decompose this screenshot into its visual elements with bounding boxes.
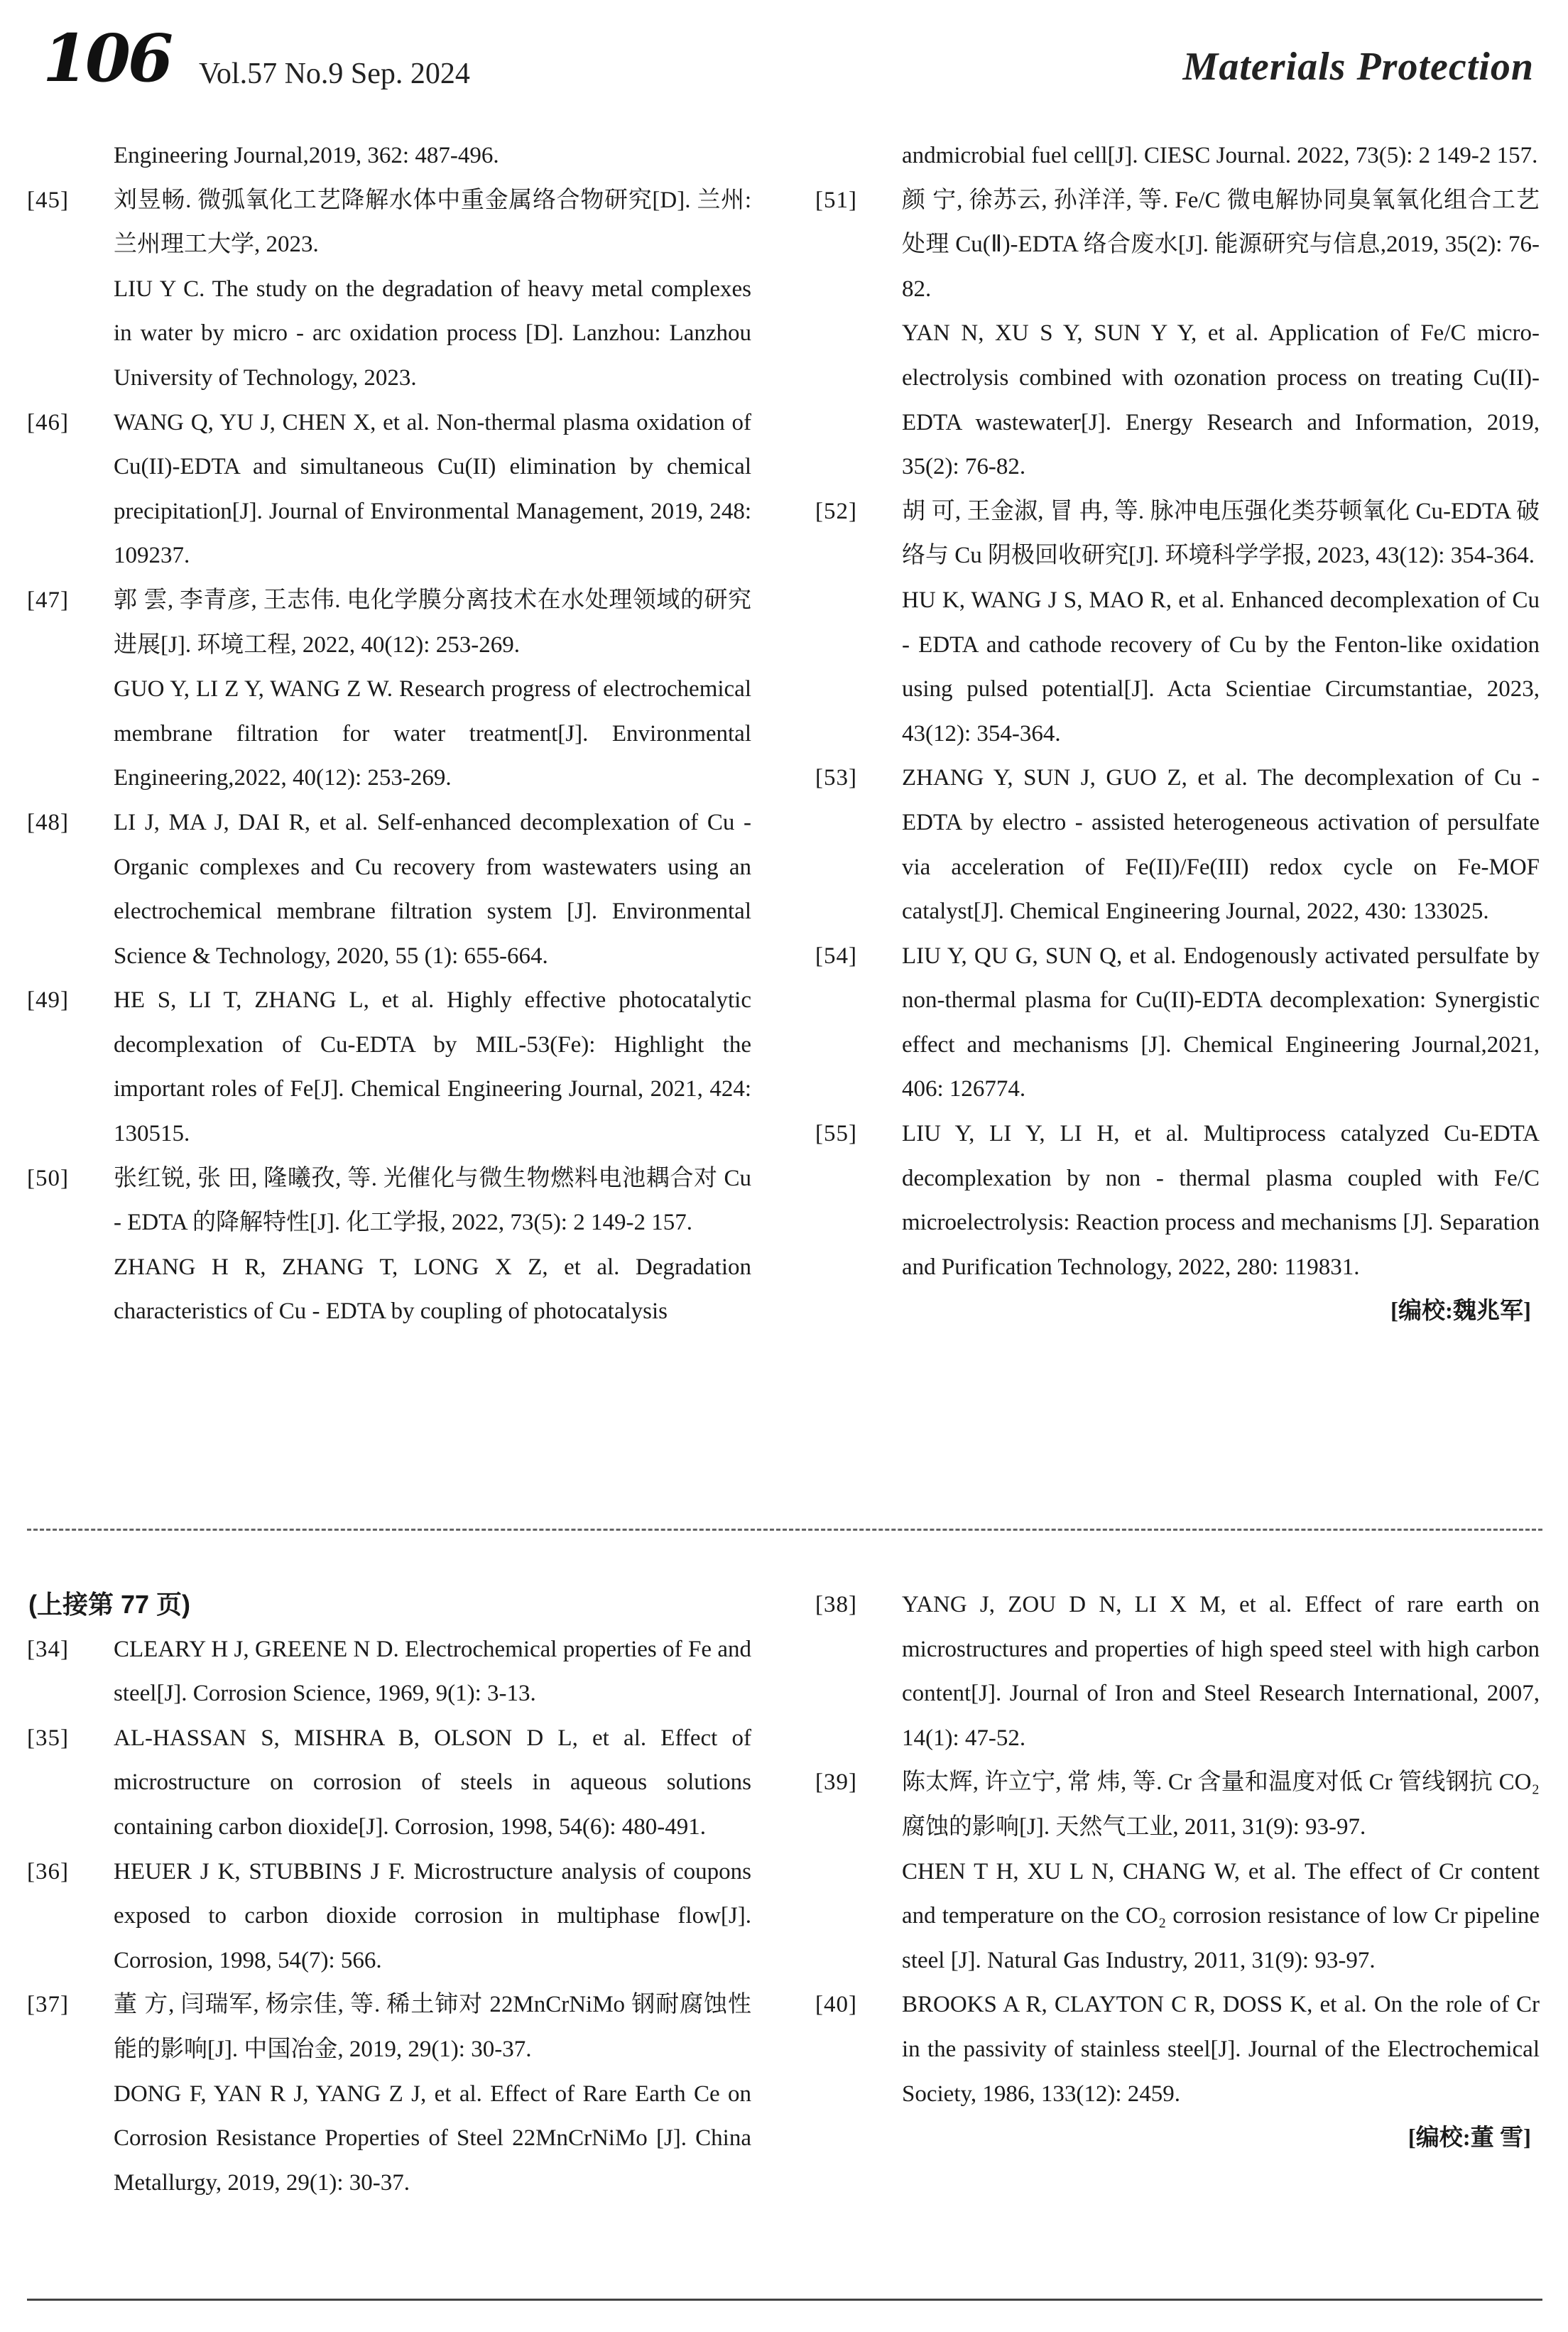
reference-53 (815, 756, 1540, 933)
reference-number: [54] (815, 943, 857, 969)
reference-text: LIU Y, QU G, SUN Q, et al. Endogenously activated persulfate by non-thermal plasma for Cu(II)-EDTA decomplexation: Synergistic effect and mechanisms [J]. Chemical Engineering Journal,2021, 406: 126774. (902, 943, 1540, 1102)
reference-text: BROOKS A R, CLAYTON C R, DOSS K, et al. On the role of Cr in the passivity of stainless steel[J]. Journal of the Electrochemical Society, 1986, 133(12): 2459. (902, 1992, 1540, 2107)
reference-52 (815, 489, 1540, 756)
reference-number: [37] (27, 1992, 69, 2018)
page-header (28, 20, 1541, 97)
reference-38 (815, 1583, 1540, 1760)
reference-34 (27, 1627, 751, 1716)
reference-number: [38] (815, 1592, 857, 1617)
reference-number: [53] (815, 765, 857, 791)
reference-translation: LIU Y C. The study on the degradation of heavy metal complexes in water by micro - arc oxidation process [D]. Lanzhou: Lanzhou University of Technology, 2023. (114, 276, 751, 391)
reference-number: [45] (27, 187, 69, 213)
reference-number: [48] (27, 809, 69, 835)
top-right-column (815, 134, 1540, 1334)
reference-text: 陈太辉, 许立宁, 常 炜, 等. Cr 含量和温度对低 Cr 管线钢抗 CO₂腐蚀的影响[J]. 天然气工业, 2011, 31(9): 93-97. (902, 1769, 1540, 1840)
reference-text: ZHANG Y, SUN J, GUO Z, et al. The decomplexation of Cu - EDTA by electro - assisted heterogeneous activation of persulfate via acceleration of Fe(II)/Fe(III) redox cycle on Fe-MOF catalyst[J]. Chemical Engineering Journal, 2022, 430: 133025. (902, 765, 1540, 925)
reference-number: [49] (27, 987, 69, 1014)
reference-translation: GUO Y, LI Z Y, WANG Z W. Research progress of electrochemical membrane filtration for water treatment[J]. Environmental Engineering,2022, 40(12): 253-269. (114, 676, 751, 791)
reference-translation: YAN N, XU S Y, SUN Y Y, et al. Application of Fe/C micro-electrolysis combined with ozonation process on treating Cu(II)-EDTA wastewater[J]. Energy Research and Information, 2019, 35(2): 76-82. (902, 320, 1540, 480)
reference-lead-text: andmicrobial fuel cell[J]. CIESC Journal. 2022, 73(5): 2 149-2 157. (902, 143, 1538, 168)
editor-note: [编校:魏兆军] (1390, 1298, 1531, 1325)
reference-number: [36] (27, 1858, 69, 1884)
reference-48 (27, 801, 751, 978)
reference-text: 董 方, 闫瑞军, 杨宗佳, 等. 稀土铈对 22MnCrNiMo 钢耐腐蚀性能的影响[J]. 中国冶金, 2019, 29(1): 30-37. (114, 1992, 751, 2062)
reference-text: WANG Q, YU J, CHEN X, et al. Non-thermal plasma oxidation of Cu(II)-EDTA and simultaneous Cu(II) elimination by chemical precipitation[J]. Journal of Environmental Management, 2019, 248: 109237. (114, 409, 751, 569)
reference-39 (815, 1760, 1540, 1983)
reference-translation: ZHANG H R, ZHANG T, LONG X Z, et al. Degradation characteristics of Cu - EDTA by coupling of photocatalysis (114, 1254, 751, 1325)
reference-54 (815, 934, 1540, 1112)
reference-text: AL-HASSAN S, MISHRA B, OLSON D L, et al. Effect of microstructure on corrosion of steels in aqueous solutions containing carbon dioxide[J]. Corrosion, 1998, 54(6): 480-491. (114, 1725, 751, 1840)
editor-note: [编校:董 雪] (1408, 2125, 1531, 2152)
reference-number: [35] (27, 1725, 69, 1751)
reference-36 (27, 1850, 751, 1983)
reference-49 (27, 978, 751, 1156)
journal-title: Materials Protection (1182, 45, 1534, 89)
reference-40 (815, 1983, 1540, 2116)
reference-37 (27, 1983, 751, 2205)
reference-number: [51] (815, 187, 857, 213)
reference-number: [52] (815, 498, 857, 524)
reference-50 (27, 1156, 751, 1334)
reference-text: 刘昱畅. 微弧氧化工艺降解水体中重金属络合物研究[D]. 兰州:兰州理工大学, 2023. (114, 187, 751, 258)
reference-text: LIU Y, LI Y, LI H, et al. Multiprocess catalyzed Cu-EDTA decomplexation by non - thermal plasma coupled with Fe/C microelectrolysis: Reaction process and mechanisms [J]. Separation and Purification Technology, 2022, 280: 119831. (902, 1121, 1540, 1280)
reference-number: [34] (27, 1636, 69, 1662)
reference-text: 颜 宁, 徐苏云, 孙洋洋, 等. Fe/C 微电解协同臭氧氧化组合工艺处理 Cu(Ⅱ)-EDTA 络合废水[J]. 能源研究与信息,2019, 35(2): 76-82. (902, 187, 1540, 302)
reference-translation: DONG F, YAN R J, YANG Z J, et al. Effect of Rare Earth Ce on Corrosion Resistance Properties of Steel 22MnCrNiMo [J]. China Metallurgy, 2019, 29(1): 30-37. (114, 2081, 751, 2196)
top-left-column (27, 134, 751, 1334)
reference-number: [39] (815, 1769, 857, 1796)
page-number: 106 (43, 20, 171, 97)
reference-number: [46] (27, 409, 69, 435)
reference-lead (815, 134, 1540, 178)
reference-text: 张红锐, 张 田, 隆曦孜, 等. 光催化与微生物燃料电池耦合对 Cu - EDTA 的降解特性[J]. 化工学报, 2022, 73(5): 2 149-2 157. (114, 1165, 751, 1236)
reference-number: [47] (27, 587, 69, 613)
reference-text: LI J, MA J, DAI R, et al. Self-enhanced decomplexation of Cu - Organic complexes and Cu recovery from wastewaters using an electrochemical membrane filtration system [J]. Environmental Science & Technology, 2020, 55 (1): 655-664. (114, 809, 751, 969)
reference-lead-text: Engineering Journal,2019, 362: 487-496. (114, 143, 499, 168)
page-bottom-rule (27, 2299, 1542, 2301)
reference-55 (815, 1112, 1540, 1289)
reference-text: 胡 可, 王金淑, 冒 冉, 等. 脉冲电压强化类芬顿氧化 Cu-EDTA 破络与 Cu 阴极回收研究[J]. 环境科学学报, 2023, 43(12): 354-364. (902, 498, 1540, 569)
issue-info: Vol.57 No.9 Sep. 2024 (199, 58, 470, 90)
section-divider (27, 1529, 1542, 1531)
reference-47 (27, 578, 751, 801)
reference-translation: CHEN T H, XU L N, CHANG W, et al. The effect of Cr content and temperature on the CO₂ corrosion resistance of low Cr pipeline steel [J]. Natural Gas Industry, 2011, 31(9): 93-97. (902, 1858, 1540, 1973)
reference-number: [55] (815, 1121, 857, 1147)
reference-lead (27, 134, 751, 178)
reference-text: CLEARY H J, GREENE N D. Electrochemical properties of Fe and steel[J]. Corrosion Science, 1969, 9(1): 3-13. (114, 1636, 751, 1707)
reference-35 (27, 1716, 751, 1850)
reference-51 (815, 178, 1540, 489)
bottom-right-column (815, 1583, 1540, 2161)
bottom-left-column (27, 1583, 751, 2205)
reference-45 (27, 178, 751, 401)
reference-text: HEUER J K, STUBBINS J F. Microstructure analysis of coupons exposed to carbon dioxide corrosion in multiphase flow[J]. Corrosion, 1998, 54(7): 566. (114, 1858, 751, 1973)
reference-text: 郭 雲, 李青彦, 王志伟. 电化学膜分离技术在水处理领域的研究进展[J]. 环境工程, 2022, 40(12): 253-269. (114, 587, 751, 658)
reference-translation: HU K, WANG J S, MAO R, et al. Enhanced decomplexation of Cu - EDTA and cathode recovery of Cu by the Fenton-like oxidation using pulsed potential[J]. Acta Scientiae Circumstantiae, 2023, 43(12): 354-364. (902, 587, 1540, 747)
reference-text: YANG J, ZOU D N, LI X M, et al. Effect of rare earth on microstructures and properties of high speed steel with high carbon content[J]. Journal of Iron and Steel Research International, 2007, 14(1): 47-52. (902, 1592, 1540, 1751)
reference-46 (27, 401, 751, 578)
continued-from-note: (上接第 77 页) (28, 1590, 191, 1619)
reference-number: [40] (815, 1992, 857, 2018)
reference-text: HE S, LI T, ZHANG L, et al. Highly effective photocatalytic decomplexation of Cu-EDTA by MIL-53(Fe): Highlight the important roles of Fe[J]. Chemical Engineering Journal, 2021, 424: 130515. (114, 987, 751, 1147)
reference-number: [50] (27, 1165, 69, 1191)
